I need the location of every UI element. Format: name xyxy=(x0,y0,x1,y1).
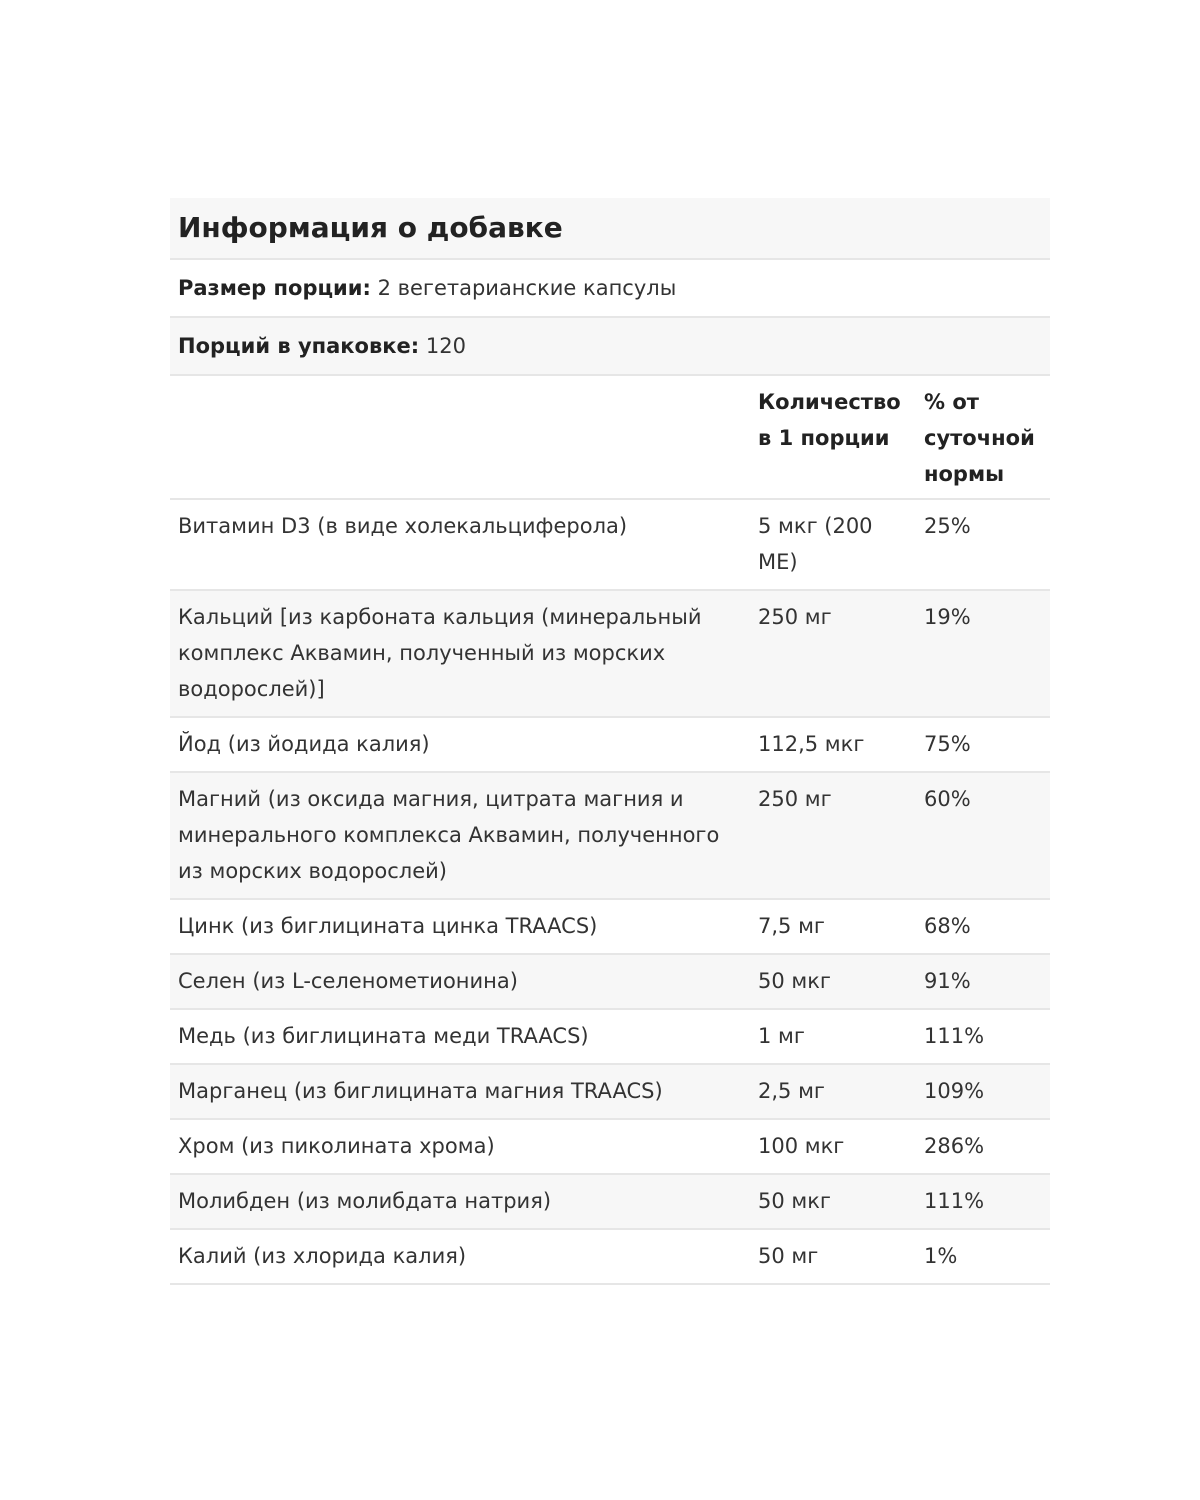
serving-size-row xyxy=(170,259,1050,317)
ingredient-amount: 5 мкг (200 МЕ) xyxy=(750,499,916,590)
ingredient-name: Селен (из L-селенометионина) xyxy=(170,954,750,1009)
ingredient-name: Калий (из хлорида калия) xyxy=(170,1229,750,1284)
ingredient-name: Медь (из биглицината меди TRAACS) xyxy=(170,1009,750,1064)
ingredient-daily-value: 68% xyxy=(916,899,1050,954)
column-header-ingredient xyxy=(170,375,750,499)
ingredient-daily-value: 91% xyxy=(916,954,1050,1009)
ingredient-amount: 250 мг xyxy=(750,590,916,717)
ingredient-amount: 112,5 мкг xyxy=(750,717,916,772)
ingredient-name: Кальций [из карбоната кальция (минеральный комплекс Аквамин, полученный из морских водорослей)] xyxy=(170,590,750,717)
ingredient-daily-value: 111% xyxy=(916,1009,1050,1064)
ingredient-amount: 100 мкг xyxy=(750,1119,916,1174)
ingredient-row xyxy=(170,954,1050,1009)
ingredient-row xyxy=(170,1009,1050,1064)
ingredient-name: Магний (из оксида магния, цитрата магния и минерального комплекса Аквамин, полученного из морских водорослей) xyxy=(170,772,750,899)
ingredient-name: Витамин D3 (в виде холекальциферола) xyxy=(170,499,750,590)
serving-size-value: 2 вегетарианские капсулы xyxy=(377,276,677,300)
ingredient-amount: 7,5 мг xyxy=(750,899,916,954)
ingredient-row xyxy=(170,772,1050,899)
servings-per-container-value: 120 xyxy=(425,334,466,358)
ingredient-daily-value: 1% xyxy=(916,1229,1050,1284)
ingredient-row xyxy=(170,1229,1050,1284)
ingredient-name: Йод (из йодида калия) xyxy=(170,717,750,772)
column-header-daily-value: % от суточной нормы xyxy=(916,375,1050,499)
servings-per-container-label: Порций в упаковке: xyxy=(178,334,420,358)
ingredient-amount: 250 мг xyxy=(750,772,916,899)
ingredient-name: Марганец (из биглицината магния TRAACS) xyxy=(170,1064,750,1119)
servings-per-container-row xyxy=(170,317,1050,375)
ingredient-row xyxy=(170,1174,1050,1229)
ingredient-amount: 50 мкг xyxy=(750,954,916,1009)
ingredient-amount: 1 мг xyxy=(750,1009,916,1064)
serving-size-label: Размер порции: xyxy=(178,276,371,300)
title-row xyxy=(170,198,1050,259)
ingredient-row xyxy=(170,590,1050,717)
ingredient-row xyxy=(170,1064,1050,1119)
ingredient-daily-value: 60% xyxy=(916,772,1050,899)
ingredient-daily-value: 111% xyxy=(916,1174,1050,1229)
column-header-row xyxy=(170,375,1050,499)
ingredient-row xyxy=(170,1119,1050,1174)
ingredient-daily-value: 25% xyxy=(916,499,1050,590)
ingredient-row xyxy=(170,717,1050,772)
supplement-facts-panel xyxy=(170,198,1050,1285)
panel-title: Информация о добавке xyxy=(170,198,1050,259)
ingredient-row xyxy=(170,499,1050,590)
ingredient-name: Цинк (из биглицината цинка TRAACS) xyxy=(170,899,750,954)
column-header-amount: Количество в 1 порции xyxy=(750,375,916,499)
ingredient-amount: 2,5 мг xyxy=(750,1064,916,1119)
ingredient-row xyxy=(170,899,1050,954)
ingredient-amount: 50 мг xyxy=(750,1229,916,1284)
ingredient-name: Молибден (из молибдата натрия) xyxy=(170,1174,750,1229)
ingredient-daily-value: 286% xyxy=(916,1119,1050,1174)
ingredient-name: Хром (из пиколината хрома) xyxy=(170,1119,750,1174)
ingredient-daily-value: 19% xyxy=(916,590,1050,717)
supplement-facts-table xyxy=(170,198,1050,1285)
ingredient-amount: 50 мкг xyxy=(750,1174,916,1229)
ingredient-daily-value: 109% xyxy=(916,1064,1050,1119)
ingredient-daily-value: 75% xyxy=(916,717,1050,772)
ingredient-rows xyxy=(170,499,1050,1284)
